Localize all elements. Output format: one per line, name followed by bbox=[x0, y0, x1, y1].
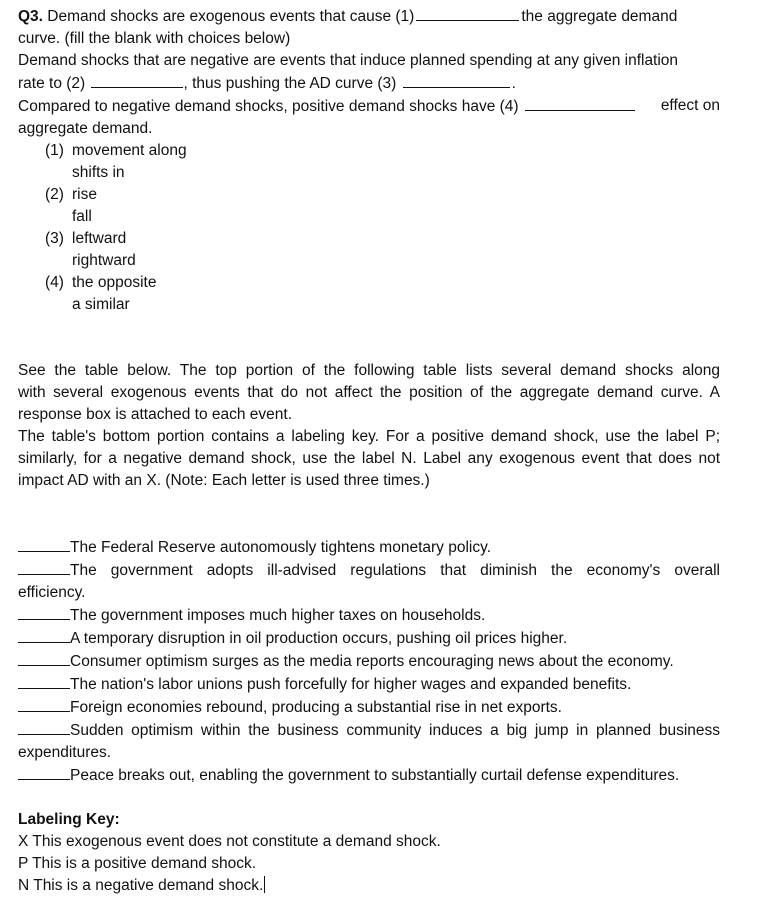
question-line-5 bbox=[18, 95, 720, 118]
event-item bbox=[18, 673, 720, 696]
choice-number: (3) bbox=[45, 230, 64, 247]
event-text: Peace breaks out, enabling the government to substantially curtail defense expenditures. bbox=[70, 767, 680, 784]
question-text: Compared to negative demand shocks, positive demand shocks have (4) bbox=[18, 98, 519, 115]
choice-2-alt bbox=[18, 206, 720, 228]
event-item bbox=[18, 536, 720, 559]
event-text: Foreign economies rebound, producing a substantial rise in net exports. bbox=[70, 699, 562, 716]
question-line-1 bbox=[18, 5, 720, 28]
choice-option: rightward bbox=[72, 252, 136, 269]
question-text: the aggregate demand bbox=[521, 8, 678, 25]
blank-4[interactable] bbox=[525, 95, 635, 111]
event-item-continued: efficiency. bbox=[18, 584, 86, 601]
event-item bbox=[18, 627, 720, 650]
instructions-line: with several exogenous events that do not affect the position of the aggregate demand curve. A bbox=[18, 384, 720, 401]
question-line-2: curve. (fill the blank with choices below) bbox=[18, 30, 291, 47]
text-cursor bbox=[264, 876, 265, 893]
choices-list bbox=[18, 140, 720, 316]
choice-option: the opposite bbox=[72, 274, 157, 291]
choice-option: movement along bbox=[72, 142, 187, 159]
response-blank[interactable] bbox=[18, 764, 70, 780]
labeling-key-x: X This exogenous event does not constitute a demand shock. bbox=[18, 833, 441, 850]
choice-1 bbox=[18, 140, 720, 162]
events-list bbox=[18, 536, 720, 787]
choice-1-alt bbox=[18, 162, 720, 184]
choice-option: leftward bbox=[72, 230, 127, 247]
question-text: effect on bbox=[660, 97, 720, 114]
instructions-line: similarly, for a negative demand shock, use the label N. Label any exogenous event that does not bbox=[18, 450, 720, 467]
question-label: Q3. bbox=[18, 8, 43, 25]
question-text: , thus pushing the AD curve (3) bbox=[183, 75, 397, 92]
question-text: Demand shocks are exogenous events that cause (1) bbox=[47, 8, 415, 25]
event-item bbox=[18, 559, 720, 582]
blank-3[interactable] bbox=[403, 72, 510, 88]
event-item bbox=[18, 650, 720, 673]
spacer bbox=[18, 316, 720, 360]
event-text: The Federal Reserve autonomously tightens monetary policy. bbox=[70, 539, 492, 556]
question-line-6: aggregate demand. bbox=[18, 120, 153, 137]
labeling-key-n-text: N This is a negative demand shock. bbox=[18, 877, 264, 894]
choice-number: (4) bbox=[45, 274, 64, 291]
labeling-key-p: P This is a positive demand shock. bbox=[18, 855, 257, 872]
question-line-4 bbox=[18, 72, 720, 95]
event-item bbox=[18, 696, 720, 719]
choice-option: fall bbox=[72, 208, 92, 225]
instructions-line: See the table below. The top portion of the following table lists several demand shocks along bbox=[18, 362, 720, 379]
event-text: The government adopts ill-advised regulations that diminish the economy's overall bbox=[70, 562, 720, 579]
event-text: A temporary disruption in oil production occurs, pushing oil prices higher. bbox=[70, 630, 568, 647]
choice-3-alt bbox=[18, 250, 720, 272]
document bbox=[18, 5, 720, 897]
event-item bbox=[18, 604, 720, 627]
instructions-line: The table's bottom portion contains a labeling key. For a positive demand shock, use the label P; bbox=[18, 428, 720, 445]
event-text: Consumer optimism surges as the media reports encouraging news about the economy. bbox=[70, 653, 674, 670]
response-blank[interactable] bbox=[18, 627, 70, 643]
choice-4-alt bbox=[18, 294, 720, 316]
response-blank[interactable] bbox=[18, 673, 70, 689]
spacer bbox=[18, 787, 720, 809]
blank-1[interactable] bbox=[416, 5, 519, 21]
event-text: The nation's labor unions push forcefully for higher wages and expanded benefits. bbox=[70, 676, 632, 693]
labeling-key-title: Labeling Key: bbox=[18, 811, 120, 828]
instructions-line: response box is attached to each event. bbox=[18, 406, 293, 423]
event-item bbox=[18, 719, 720, 742]
event-item-continued: expenditures. bbox=[18, 744, 112, 761]
question-text: rate to (2) bbox=[18, 75, 86, 92]
choice-option: shifts in bbox=[72, 164, 125, 181]
response-blank[interactable] bbox=[18, 650, 70, 666]
question-line-3: Demand shocks that are negative are events that induce planned spending at any given inflation bbox=[18, 52, 679, 69]
event-text: The government imposes much higher taxes on households. bbox=[70, 607, 486, 624]
event-text: Sudden optimism within the business community induces a big jump in planned business bbox=[70, 722, 720, 739]
spacer bbox=[18, 492, 720, 536]
response-blank[interactable] bbox=[18, 536, 70, 552]
instructions-line: impact AD with an X. (Note: Each letter is used three times.) bbox=[18, 472, 430, 489]
choice-3 bbox=[18, 228, 720, 250]
response-blank[interactable] bbox=[18, 604, 70, 620]
labeling-key-n bbox=[18, 875, 720, 897]
choice-2 bbox=[18, 184, 720, 206]
response-blank[interactable] bbox=[18, 559, 70, 575]
choice-option: a similar bbox=[72, 296, 130, 313]
choice-number: (2) bbox=[45, 186, 64, 203]
choice-number: (1) bbox=[45, 142, 64, 159]
event-item bbox=[18, 764, 720, 787]
question-text: . bbox=[511, 75, 516, 92]
choice-4 bbox=[18, 272, 720, 294]
response-blank[interactable] bbox=[18, 719, 70, 735]
choice-option: rise bbox=[72, 186, 97, 203]
response-blank[interactable] bbox=[18, 696, 70, 712]
blank-2[interactable] bbox=[91, 72, 183, 88]
